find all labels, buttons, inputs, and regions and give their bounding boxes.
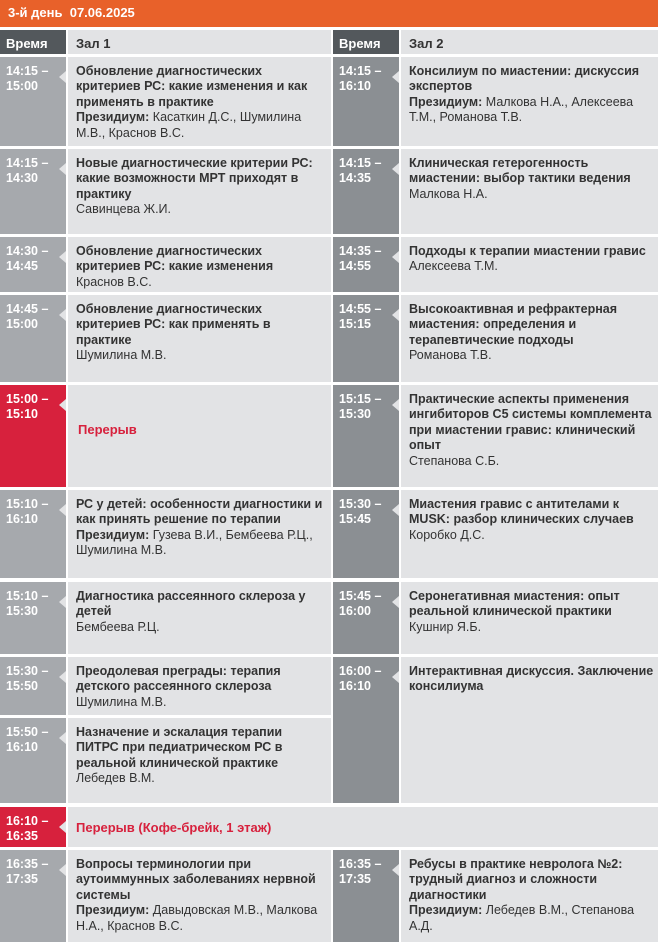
hall2-time: 14:55 – 15:15 [333, 295, 399, 382]
coffee-break-text: Перерыв (Кофе-брейк, 1 этаж) [68, 807, 658, 847]
session-title: Клиническая гетерогенность миастении: выбор тактики ведения [409, 156, 631, 186]
session-title: Новые диагностические критерии РС: какие возможности МРТ приходят в практику [76, 156, 313, 201]
speaker-names: Лебедев В.М., Степанова А.Д. [409, 903, 635, 933]
presidium-label: Президиум: [76, 110, 150, 125]
break-row: Перерыв [68, 385, 331, 487]
session-title: Диагностика рассеянного склероза у детей [76, 589, 306, 619]
speaker-names: Давыдовская М.В., Малкова Н.А., Краснов В.С. [76, 903, 318, 933]
hall2-session [401, 582, 658, 654]
hall1-session [68, 718, 331, 803]
session-title: Ребусы в практике невролога №2: трудный диагноз и сложности диагностики [409, 857, 623, 902]
hall2-time: 14:15 – 16:10 [333, 57, 399, 146]
hall2-time: 15:45 – 16:00 [333, 582, 399, 654]
day-banner: 3-й день 07.06.2025 [0, 0, 658, 27]
session-title: Интерактивная дискуссия. Заключение консилиума [409, 664, 654, 694]
speaker-names: Романова Т.В. [409, 348, 492, 363]
hall2-session [401, 295, 658, 382]
session-title: Вопросы терминологии при аутоиммунных заболеваниях нервной системы [76, 857, 316, 902]
hall2-time: 15:15 – 15:30 [333, 385, 399, 487]
header-time: Время [0, 30, 66, 54]
hall2-time: 14:15 – 14:35 [333, 149, 399, 234]
hall2-session [401, 57, 658, 146]
hall2-time: 16:00 – 16:10 [333, 657, 399, 803]
session-title: РС у детей: особенности диагностики и как принять решение по терапии [76, 497, 323, 527]
hall1-session [68, 57, 331, 146]
session-persons [409, 348, 654, 363]
presidium-label: Президиум: [409, 903, 483, 918]
header-hall1: Зал 1 [68, 30, 331, 54]
hall2-session [401, 237, 658, 292]
hall1-time: 16:35 – 17:35 [0, 850, 66, 942]
hall1-time: 14:30 – 14:45 [0, 237, 66, 292]
hall1-time: 14:15 – 15:00 [0, 57, 66, 146]
session-title: Серонегативная миастения: опыт реальной клинической практики [409, 589, 620, 619]
hall1-time: 15:10 – 16:10 [0, 490, 66, 578]
hall1-session [68, 490, 331, 578]
session-persons [76, 903, 327, 934]
hall2-time: 15:30 – 15:45 [333, 490, 399, 578]
header-hall2: Зал 2 [401, 30, 658, 54]
session-persons [409, 187, 654, 202]
speaker-names: Коробко Д.С. [409, 527, 485, 542]
hall1-time: 15:50 – 16:10 [0, 718, 66, 803]
session-title: Консилиум по миастении: дискуссия экспертов [409, 64, 640, 94]
session-persons [409, 454, 654, 469]
hall2-time: 16:35 – 17:35 [333, 850, 399, 942]
hall1-session [68, 295, 331, 382]
hall2-session [401, 490, 658, 578]
speaker-names: Шумилина М.В. [76, 348, 167, 363]
hall2-time: 14:35 – 14:55 [333, 237, 399, 292]
hall1-time: 15:30 – 15:50 [0, 657, 66, 715]
hall1-session [68, 582, 331, 654]
session-persons [76, 275, 327, 290]
speaker-names: Бембеева Р.Ц. [76, 619, 160, 634]
hall1-time: 15:10 – 15:30 [0, 582, 66, 654]
session-title: Миастения гравис с антителами к MUSK: разбор клинических случаев [409, 497, 634, 527]
speaker-names: Кушнир Я.Б. [409, 619, 482, 634]
speaker-names: Малкова Н.А. [409, 186, 488, 201]
coffee-break-time: 16:10 – 16:35 [0, 807, 66, 847]
session-persons [76, 771, 327, 786]
session-title: Практические аспекты применения ингибиторов С5 системы комплемента при миастении гравис: клинический опыт [409, 392, 652, 453]
hall1-session [68, 657, 331, 715]
session-title: Преодолевая преграды: терапия детского рассеянного склероза [76, 664, 281, 694]
presidium-label: Президиум: [76, 903, 150, 918]
session-persons [409, 903, 654, 934]
hall1-time: 14:15 – 14:30 [0, 149, 66, 234]
hall1-session [68, 237, 331, 292]
session-persons [76, 202, 327, 217]
hall2-session [401, 850, 658, 942]
speaker-names: Алексеева Т.М. [409, 259, 498, 274]
hall1-session [68, 149, 331, 234]
speaker-names: Савинцева Ж.И. [76, 202, 172, 217]
hall2-session [401, 657, 658, 803]
session-persons [76, 528, 327, 559]
speaker-names: Степанова С.Б. [409, 453, 500, 468]
session-title: Подходы к терапии миастении гравис [409, 244, 646, 258]
session-persons [76, 348, 327, 363]
speaker-names: Краснов В.С. [76, 274, 152, 289]
hall1-session [68, 850, 331, 942]
session-persons [76, 620, 327, 635]
session-title: Обновление диагностических критериев РС: какие изменения и как применять в практике [76, 64, 308, 109]
speaker-names: Шумилина М.В. [76, 694, 167, 709]
speaker-names: Малкова Н.А., Алексеева Т.М., Романова Т.В. [409, 94, 634, 125]
hall2-session [401, 385, 658, 487]
session-persons [409, 528, 654, 543]
speaker-names: Лебедев В.М. [76, 771, 155, 786]
hall1-time: 14:45 – 15:00 [0, 295, 66, 382]
session-persons [76, 695, 327, 710]
break-time: 15:00 – 15:10 [0, 385, 66, 487]
session-persons [409, 95, 654, 126]
presidium-label: Президиум: [409, 94, 483, 109]
session-persons [409, 259, 654, 274]
speaker-names: Гузева В.И., Бембеева Р.Ц., Шумилина М.В. [76, 527, 313, 558]
header-time-2: Время [333, 30, 399, 54]
session-title: Назначение и эскалация терапии ПИТРС при педиатрическом РС в реальной клинической практике [76, 725, 283, 770]
session-persons [76, 110, 327, 141]
presidium-label: Президиум: [76, 527, 150, 542]
hall2-session [401, 149, 658, 234]
session-persons [409, 620, 654, 635]
session-title: Обновление диагностических критериев РС: какие изменения [76, 244, 274, 274]
session-title: Обновление диагностических критериев РС: как применять в практике [76, 302, 271, 347]
speaker-names: Касаткин Д.С., Шумилина М.В., Краснов В.С. [76, 110, 302, 140]
session-title: Высокоактивная и рефрактерная миастения: определения и терапевтические подходы [409, 302, 618, 347]
